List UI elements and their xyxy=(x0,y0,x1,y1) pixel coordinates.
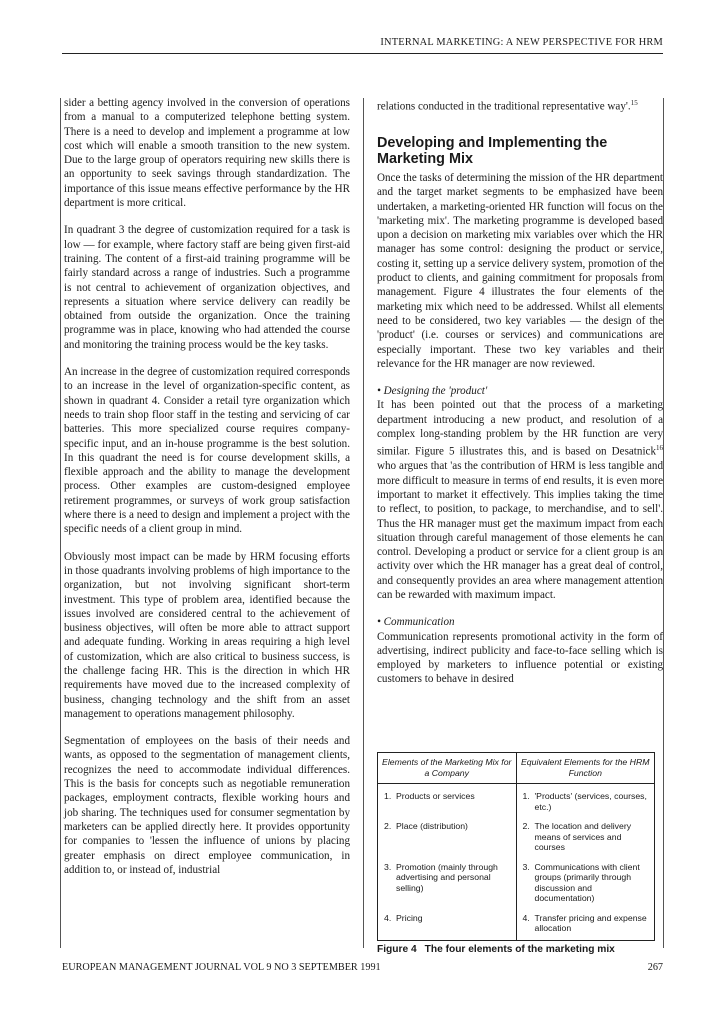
figure-caption xyxy=(377,945,657,956)
left-column xyxy=(64,96,350,890)
page-footer xyxy=(62,962,663,973)
right-column xyxy=(377,96,663,700)
footnote-ref: 15 xyxy=(630,99,638,107)
communication-paragraph: Communication represents promotional activity in the form of advertising, indirect publicity and face-to-face selling which is employed by marketers to influence potential or existing customers to behave in desired xyxy=(377,630,663,686)
marketing-mix-table xyxy=(377,752,655,941)
figure-caption-text: The four elements of the marketing mix xyxy=(424,943,615,955)
footnote-ref: 16 xyxy=(656,444,663,453)
left-margin-rule xyxy=(60,98,61,948)
company-element: Promotion (mainly through advertising and personal selling) xyxy=(396,861,498,893)
designing-text-b: who argues that 'as the contribution of HRM is less tangible and more difficult to measure in terms of end results, it is even more important to market it effectively. This implies taking the time to reflect, to position, to package, to merchandise, and to sell'. Thus the HR manager must get the maximum impact from each situation through careful management of those elements he can control. Developing a product or service for a client group is an activity over which the HR manager has a great deal of control, and consequently provides an area where management attention can be rewarded with maximum impact. xyxy=(377,460,663,601)
continuation-paragraph xyxy=(377,96,663,114)
figure-4 xyxy=(377,752,657,955)
row-number: 4. xyxy=(384,912,392,923)
column-divider xyxy=(363,98,364,948)
hrm-element: Communications with client groups (primarily through discussion and documentation) xyxy=(534,861,640,903)
row-number: 1. xyxy=(384,791,392,801)
hrm-element: Transfer pricing and expense allocation xyxy=(534,912,647,933)
table-header-hrm: Equivalent Elements for the HRM Function xyxy=(516,753,655,784)
designing-text-a: It has been pointed out that the process of a marketing department introducing a new product, and resolution of a complex long-standing problem by the HR function are very similar. Figure 5 illustrates this, and is based on Desatnick xyxy=(377,399,663,459)
designing-product-paragraph xyxy=(377,398,663,602)
row-number: 3. xyxy=(384,861,392,872)
left-paragraph: In quadrant 3 the degree of customization required for a task is low — for example, where factory staff are being given first-aid training. The content of a first-aid training programme will be fairly standard across a range of industries. Such a programme is not central to achievement of organization objectives, and represents a situation where service delivery can readily be obtained from outside the organization. Once the training programme was in place, knowing who had attended the course and monitoring the training process would be the key tasks. xyxy=(64,224,350,351)
row-number: 2. xyxy=(384,821,392,831)
row-number: 3. xyxy=(522,861,530,872)
table-header-company: Elements of the Marketing Mix for a Company xyxy=(378,753,517,784)
section-heading: Developing and Implementing the Marketing Mix xyxy=(377,134,608,167)
row-number: 1. xyxy=(522,791,530,801)
company-element: Place (distribution) xyxy=(396,821,468,831)
table-row xyxy=(378,859,655,910)
subheading-communication: • Communication xyxy=(377,616,455,629)
subheading-designing-product: • Designing the 'product' xyxy=(377,385,488,398)
page-number: 267 xyxy=(647,962,663,973)
hrm-element: The location and delivery means of services and courses xyxy=(534,821,632,852)
row-number: 4. xyxy=(522,912,530,923)
table-row xyxy=(378,910,655,941)
left-paragraph: An increase in the degree of customization required corresponds to an increase in the level of organization-specific content, as shown in quadrant 4. Consider a retail tyre organization which needs to train shop floor staff in the testing and servicing of car batteries. This more specialized course requires company-specific input, and an in-house programme is the best solution. In this quadrant the need is for course development skills, a flexible approach and the ability to manage the development process. Other examples are custom-designed employee retirement programmes, or surveys of work group satisfaction where there is a need to design and implement a project with the specific needs of a client group in mind. xyxy=(64,366,350,536)
intro-paragraph: Once the tasks of determining the mission of the HR department and the target market segments to be emphasized have been undertaken, a marketing-oriented HR function will focus on the 'marketing mix'. The marketing programme is developed based upon a decision on marketing mix variables over which the HR manager has some control: designing the product or service, costing it, setting up a service delivery system, promotion of the product to clients, and gaining commitment for proposals from management. Figure 4 illustrates the four elements of the marketing mix which need to be addressed. Whilst all elements need to be considered, two key variables — the design of the 'product' (i.e. courses or services) and communications are especially important. These two key variables and their relevance for the HR manager are now reviewed. xyxy=(377,171,663,370)
row-number: 2. xyxy=(522,821,530,831)
left-paragraph: Segmentation of employees on the basis of their needs and wants, as opposed to the segmentation of management clients, recognizes the need to accommodate individual differences. This is the basis for concepts such as negotiable remuneration packages, employment contracts, flexible working hours and job sharing. The techniques used for consumer segmentation by marketers can be applied directly here. It provides opportunity for companies to 'lessen the influence of unions by placing greater emphasis on direct employee communication, in addition to, or instead of, industrial xyxy=(64,735,350,876)
continuation-text: relations conducted in the traditional representative way'. xyxy=(377,100,631,113)
left-paragraph: sider a betting agency involved in the conversion of operations from a manual to a computerized telephone betting system. There is a need to develop and implement a programme at low cost which will enable a smooth transition to the new system. Due to the large group of operators requiring new skills there is an opportunity to seek savings through standardization. The importance of this issue means effective performance by the HR department is more critical. xyxy=(64,97,350,210)
header-rule xyxy=(62,53,663,54)
company-element: Pricing xyxy=(396,912,423,923)
running-head: INTERNAL MARKETING: A NEW PERSPECTIVE FOR HRM xyxy=(380,37,663,48)
hrm-element: 'Products' (services, courses, etc.) xyxy=(534,791,647,812)
company-element: Products or services xyxy=(396,791,475,801)
left-paragraph: Obviously most impact can be made by HRM focusing efforts in those quadrants involving problems of high importance to the organization, but not involving significant short-term investment. This type of problem area, identified because the issues involved are considered central to the achievement of business objectives, will often be more able to attract support and adequate funding. Working in areas requiring a high level of customization, which are also critical to business success, is the challenge facing HR. This is the direction in which HR requirements have moved due to the increased complexity of business, changing technology and the shift from an asset management to operations management philosophy. xyxy=(64,550,350,720)
journal-citation: EUROPEAN MANAGEMENT JOURNAL VOL 9 NO 3 SEPTEMBER 1991 xyxy=(62,962,381,973)
table-row xyxy=(378,818,655,859)
table-row xyxy=(378,784,655,819)
figure-label: Figure 4 xyxy=(377,943,417,955)
right-margin-rule xyxy=(663,98,664,948)
